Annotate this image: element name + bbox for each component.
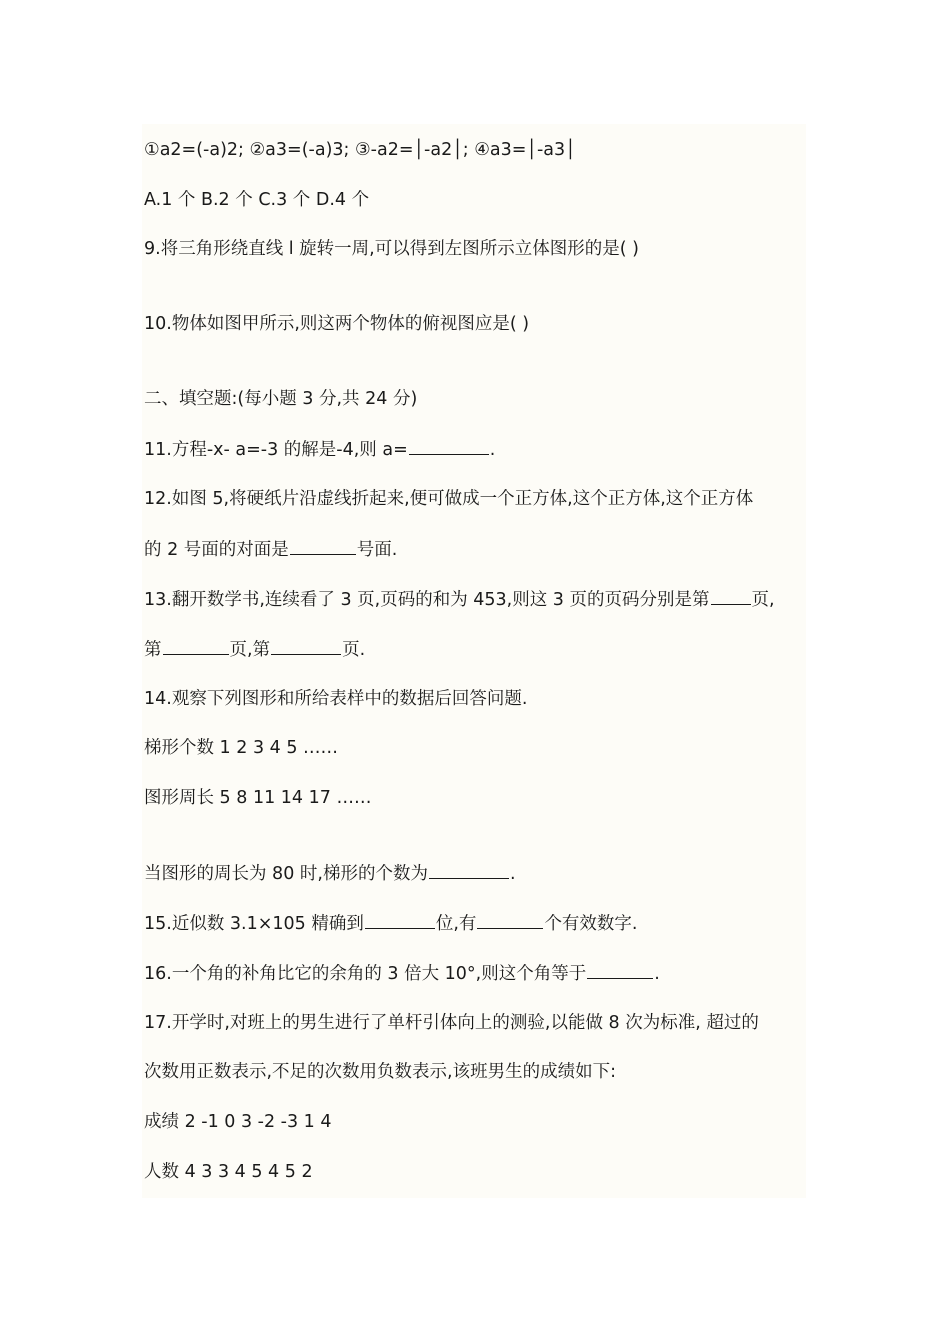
text: 11.方程-x- a=-3 的解是-4,则 a=	[144, 440, 408, 460]
text: A.1 个 B.2 个 C.3 个 D.4 个	[144, 190, 370, 210]
answer-blank	[163, 636, 229, 655]
table-row-count	[144, 1159, 313, 1185]
text: 9.将三角形绕直线 l 旋转一周,可以得到左图所示立体图形的是( )	[144, 239, 639, 259]
text: .	[654, 964, 660, 984]
text: 图形周长 5 8 11 14 17 ……	[144, 788, 372, 808]
answer-blank	[429, 860, 509, 879]
question-14	[144, 686, 527, 712]
answer-blank	[365, 910, 435, 929]
answer-blank	[409, 436, 489, 455]
text: 10.物体如图甲所示,则这两个物体的俯视图应是( )	[144, 314, 530, 334]
text: 页,	[751, 590, 775, 610]
text: 页.	[342, 640, 366, 660]
text: 14.观察下列图形和所给表样中的数据后回答问题.	[144, 689, 528, 709]
text-line-identities	[144, 137, 576, 163]
text: 页,第	[229, 640, 271, 660]
text: ①a2=(-a)2; ②a3=(-a)3; ③-a2=│-a2│; ④a3=│-a3│	[144, 140, 576, 160]
text: 成绩 2 -1 0 3 -2 -3 1 4	[144, 1112, 332, 1132]
question-16	[144, 960, 660, 987]
text: 15.近似数 3.1×105 精确到	[144, 914, 364, 934]
text: 个有效数字.	[544, 914, 638, 934]
text: 梯形个数 1 2 3 4 5 ……	[144, 738, 339, 758]
text: 17.开学时,对班上的男生进行了单杆引体向上的测验,以能做 8 次为标准, 超过的	[144, 1013, 759, 1033]
question-12-cont	[144, 536, 397, 563]
text: 16.一个角的补角比它的余角的 3 倍大 10°,则这个角等于	[144, 964, 587, 984]
answer-blank	[290, 536, 356, 555]
question-11	[144, 436, 495, 463]
question-9	[144, 236, 639, 262]
answer-blank	[711, 586, 751, 605]
text: 位,有	[435, 914, 477, 934]
text: 号面.	[356, 540, 398, 560]
question-12	[144, 486, 753, 512]
text-line-options	[144, 187, 369, 213]
answer-blank	[477, 910, 543, 929]
question-13-cont	[144, 636, 365, 663]
table-row-score	[144, 1109, 332, 1135]
text: 次数用正数表示,不足的次数用负数表示,该班男生的成绩如下:	[144, 1062, 617, 1082]
text: 的 2 号面的对面是	[144, 540, 289, 560]
question-13	[144, 586, 775, 613]
question-17-cont	[144, 1059, 616, 1085]
text: 12.如图 5,将硬纸片沿虚线折起来,便可做成一个正方体,这个正方体,这个正方体	[144, 489, 754, 509]
text: 13.翻开数学书,连续看了 3 页,页码的和为 453,则这 3 页的页码分别是第	[144, 590, 710, 610]
table-row-perimeter	[144, 785, 371, 811]
text: .	[509, 864, 516, 884]
answer-blank	[587, 960, 653, 979]
question-17	[144, 1010, 759, 1036]
text: 人数 4 3 3 4 5 4 5 2	[144, 1162, 313, 1182]
answer-blank	[271, 636, 341, 655]
question-14-cont	[144, 860, 516, 887]
section-heading	[144, 386, 417, 412]
table-row-trapezoid-count	[144, 735, 338, 761]
text: 二、填空题:(每小题 3 分,共 24 分)	[144, 389, 418, 409]
text: 第	[144, 640, 162, 660]
text: 当图形的周长为 80 时,梯形的个数为	[144, 864, 428, 884]
question-15	[144, 910, 638, 937]
text: .	[489, 440, 496, 460]
question-10	[144, 311, 529, 337]
